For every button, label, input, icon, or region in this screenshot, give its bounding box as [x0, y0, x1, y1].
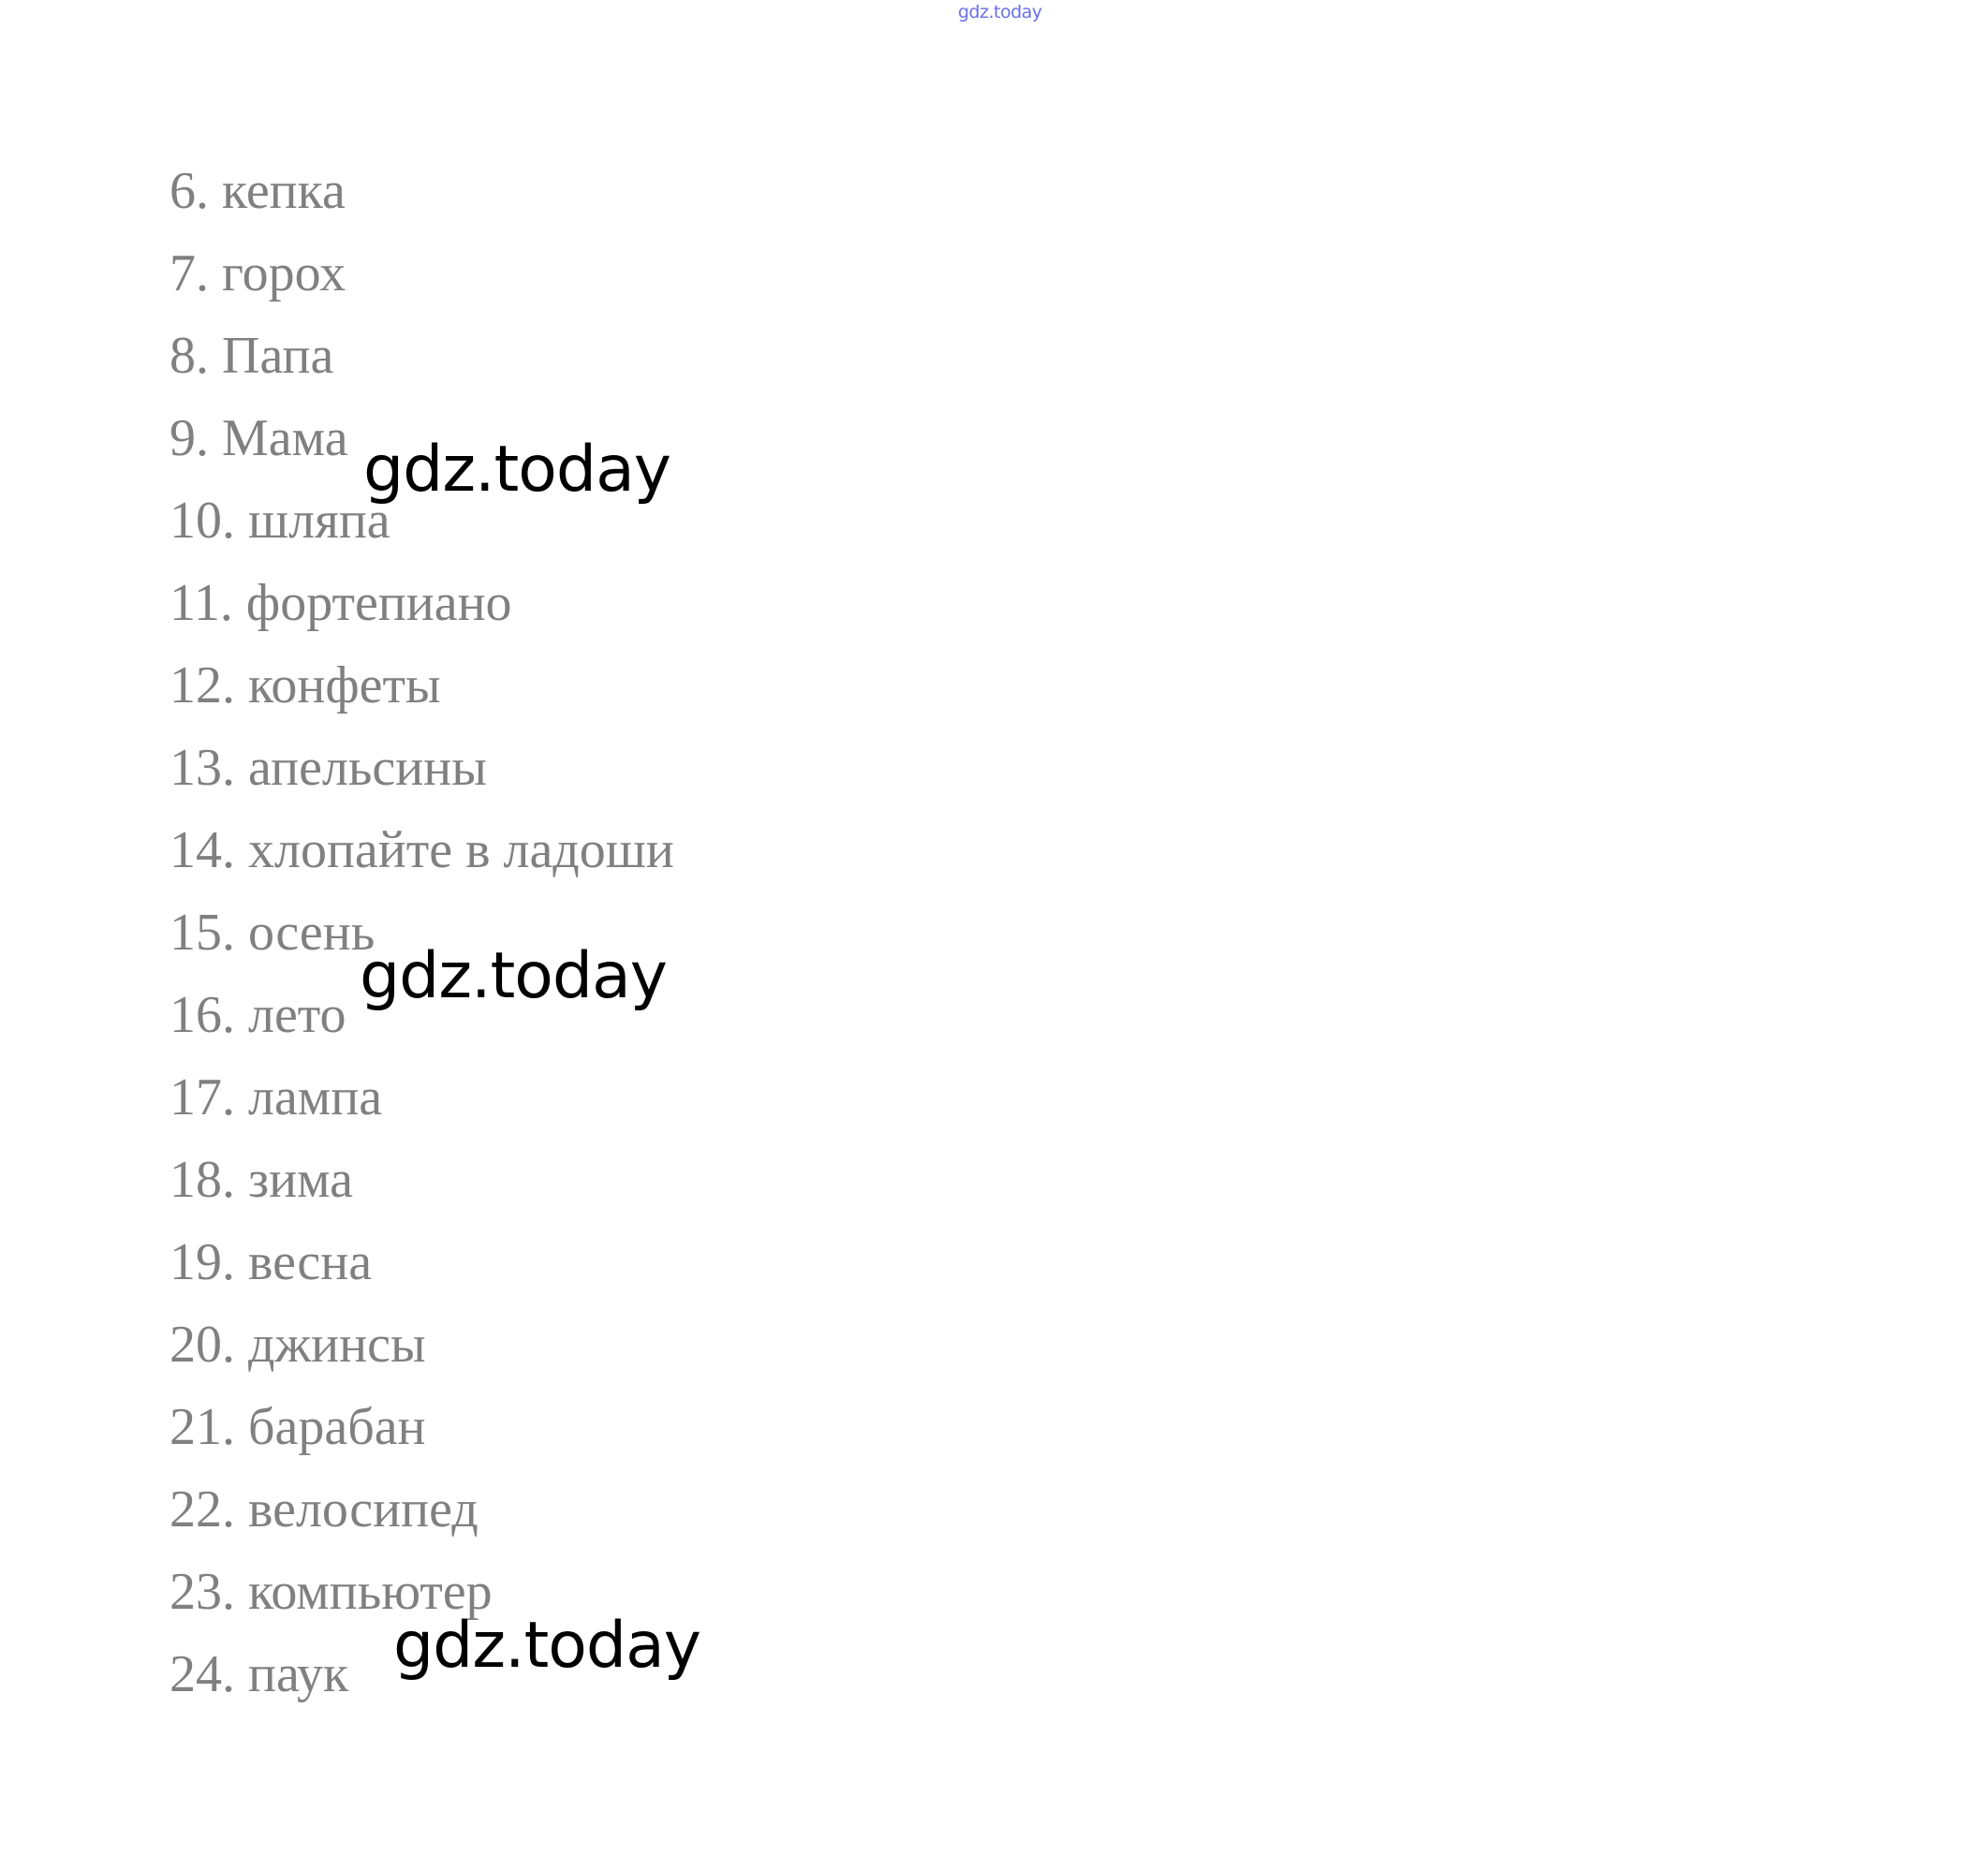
item-text: весна: [248, 1233, 373, 1291]
item-number: 11.: [169, 574, 233, 632]
watermark: gdz.today: [360, 939, 667, 1013]
item-number: 10.: [169, 492, 235, 550]
item-number: 20.: [169, 1316, 235, 1374]
list-item: [169, 644, 674, 727]
list-item: [169, 1056, 674, 1139]
item-number: 18.: [169, 1151, 235, 1209]
list-item: [169, 809, 674, 891]
item-number: 15.: [169, 904, 235, 962]
list-item: [169, 1468, 674, 1551]
item-text: зима: [248, 1151, 353, 1209]
item-text: апельсины: [248, 739, 487, 797]
item-text: лето: [248, 986, 346, 1044]
item-text: паук: [248, 1645, 349, 1703]
header-watermark: gdz.today: [958, 2, 1042, 22]
item-number: 7.: [169, 244, 209, 302]
item-text: компьютер: [248, 1563, 493, 1621]
item-number: 6.: [169, 162, 209, 220]
item-text: Мама: [222, 409, 348, 467]
list-item: [169, 315, 674, 397]
item-number: 13.: [169, 739, 235, 797]
watermark: gdz.today: [393, 1609, 700, 1683]
list-item: [169, 1303, 674, 1386]
item-text: барабан: [248, 1398, 426, 1456]
list-item: [169, 150, 674, 232]
item-number: 24.: [169, 1645, 235, 1703]
item-number: 9.: [169, 409, 209, 467]
item-number: 22.: [169, 1480, 235, 1538]
list-item: [169, 562, 674, 644]
list-item: [169, 1139, 674, 1221]
answer-list: [169, 150, 674, 1715]
list-item: [169, 1386, 674, 1468]
list-item: [169, 232, 674, 315]
item-text: велосипед: [248, 1480, 479, 1538]
item-number: 23.: [169, 1563, 235, 1621]
list-item: [169, 727, 674, 809]
item-text: горох: [222, 244, 346, 302]
item-number: 21.: [169, 1398, 235, 1456]
item-number: 8.: [169, 327, 209, 385]
item-text: осень: [248, 904, 376, 962]
list-item: [169, 1221, 674, 1303]
item-number: 16.: [169, 986, 235, 1044]
item-number: 12.: [169, 656, 235, 714]
item-text: кепка: [222, 162, 346, 220]
watermark: gdz.today: [363, 433, 670, 507]
item-text: Папа: [222, 327, 334, 385]
item-text: шляпа: [248, 492, 390, 550]
item-text: хлопайте в ладоши: [248, 821, 674, 879]
item-number: 19.: [169, 1233, 235, 1291]
item-text: конфеты: [248, 656, 441, 714]
item-text: лампа: [248, 1068, 383, 1126]
item-text: фортепиано: [245, 574, 512, 632]
item-number: 17.: [169, 1068, 235, 1126]
item-number: 14.: [169, 821, 235, 879]
item-text: джинсы: [248, 1316, 426, 1374]
